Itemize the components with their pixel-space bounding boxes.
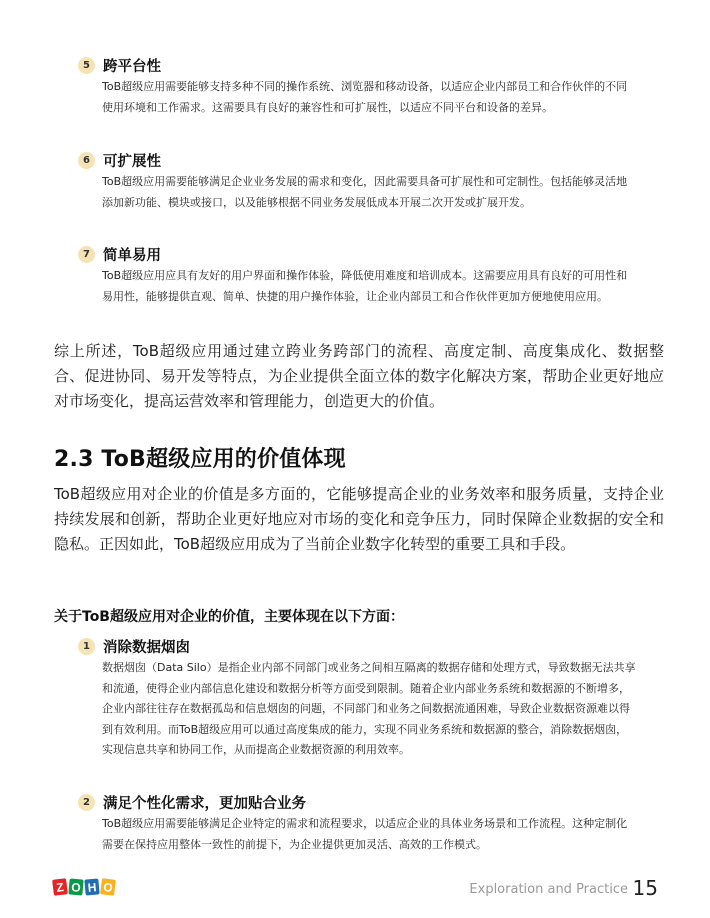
logo-letter-tile xyxy=(84,878,99,895)
value-subheading: 关于ToB超级应用对企业的价值，主要体现在以下方面： xyxy=(54,609,404,625)
item-body: 数据烟囱（Data Silo）是指企业内部不同部门或业务之间相互隔离的数据存储和处理方式，导致数据无法共享和流通，使得企业内部信息化建设和数据分析等方面受到限制。随着企业内部业务系统和数据源的不断增多，企业内部往往存在数据孤岛和信息烟囱的问题，不同部门和业务之间数据流通困难，导致企业数据资源难以得到有效利用。而ToB超级应用可以通过高度集成的能力，实现不同业务系统和数据源的整合，消除数据烟囱，实现信息共享和协同工作，从而提高企业数据资源的利用效率。 xyxy=(102,661,636,756)
item-title: 消除数据烟囱 xyxy=(103,639,190,656)
logo-letter-tile xyxy=(52,878,68,896)
item-title: 简单易用 xyxy=(103,247,161,264)
page-number: 15 xyxy=(632,876,658,900)
zoho-logo xyxy=(52,875,120,899)
section-paragraph: ToB超级应用对企业的价值是多方面的，它能够提高企业的业务效率和服务质量，支持企业持续发展和创新，帮助企业更好地应对市场的变化和竞争压力，同时保障企业数据的安全和隐私。正因如此，ToB超级应用成为了当前企业数字化转型的重要工具和手段。 xyxy=(54,485,664,553)
logo-letter-tile xyxy=(68,878,83,895)
logo-letter-tile xyxy=(100,878,116,896)
item-body: ToB超级应用需要能够满足企业业务发展的需求和变化，因此需要具备可扩展性和可定制性。包括能够灵活地添加新功能、模块或接口，以及能够根据不同业务发展低成本开展二次开发或扩展开发。 xyxy=(102,175,628,209)
svg-text:O: O xyxy=(70,880,82,895)
item-number-badge: 7 xyxy=(78,246,95,263)
item-number-badge: 5 xyxy=(78,57,95,74)
summary-paragraph: 综上所述，ToB超级应用通过建立跨业务跨部门的流程、高度定制、高度集成化、数据整合、促进协同、易开发等特点，为企业提供全面立体的数字化解决方案，帮助企业更好地应对市场变化，提高运营效率和管理能力，创造更大的价值。 xyxy=(54,342,664,410)
list-item-scalability xyxy=(78,150,638,213)
item-body: ToB超级应用应具有友好的用户界面和操作体验，降低使用难度和培训成本。这需要应用具有良好的可用性和易用性，能够提供直观、简单、快捷的用户操作体验，让企业内部员工和合作伙伴更加方便地使用应用。 xyxy=(102,269,628,303)
footer-caption: Exploration and Practice xyxy=(469,882,628,897)
section-heading: 2.3 ToB超级应用的价值体现 xyxy=(54,447,346,472)
item-title: 跨平台性 xyxy=(103,58,161,75)
item-number-badge: 6 xyxy=(78,152,95,169)
item-body: ToB超级应用需要能够满足企业特定的需求和流程要求，以适应企业的具体业务场景和工作流程。这种定制化需要在保持应用整体一致性的前提下，为企业提供更加灵活、高效的工作模式。 xyxy=(102,817,628,851)
svg-text:Z: Z xyxy=(55,880,65,895)
list-item-cross-platform xyxy=(78,55,638,118)
list-item-ease-of-use xyxy=(78,244,638,307)
svg-text:O: O xyxy=(102,879,114,896)
item-body: ToB超级应用需要能够支持多种不同的操作系统、浏览器和移动设备，以适应企业内部员工和合作伙伴的不同使用环境和工作需求。这需要具有良好的兼容性和可扩展性，以适应不同平台和设备的差异。 xyxy=(102,80,628,114)
item-title: 满足个性化需求，更加贴合业务 xyxy=(103,795,306,812)
list-item-eliminate-data-silo xyxy=(78,636,638,761)
item-number-badge: 1 xyxy=(78,638,95,655)
svg-text:H: H xyxy=(87,880,97,895)
list-item-personalized-needs xyxy=(78,792,638,855)
item-number-badge: 2 xyxy=(78,794,95,811)
item-title: 可扩展性 xyxy=(103,153,161,170)
